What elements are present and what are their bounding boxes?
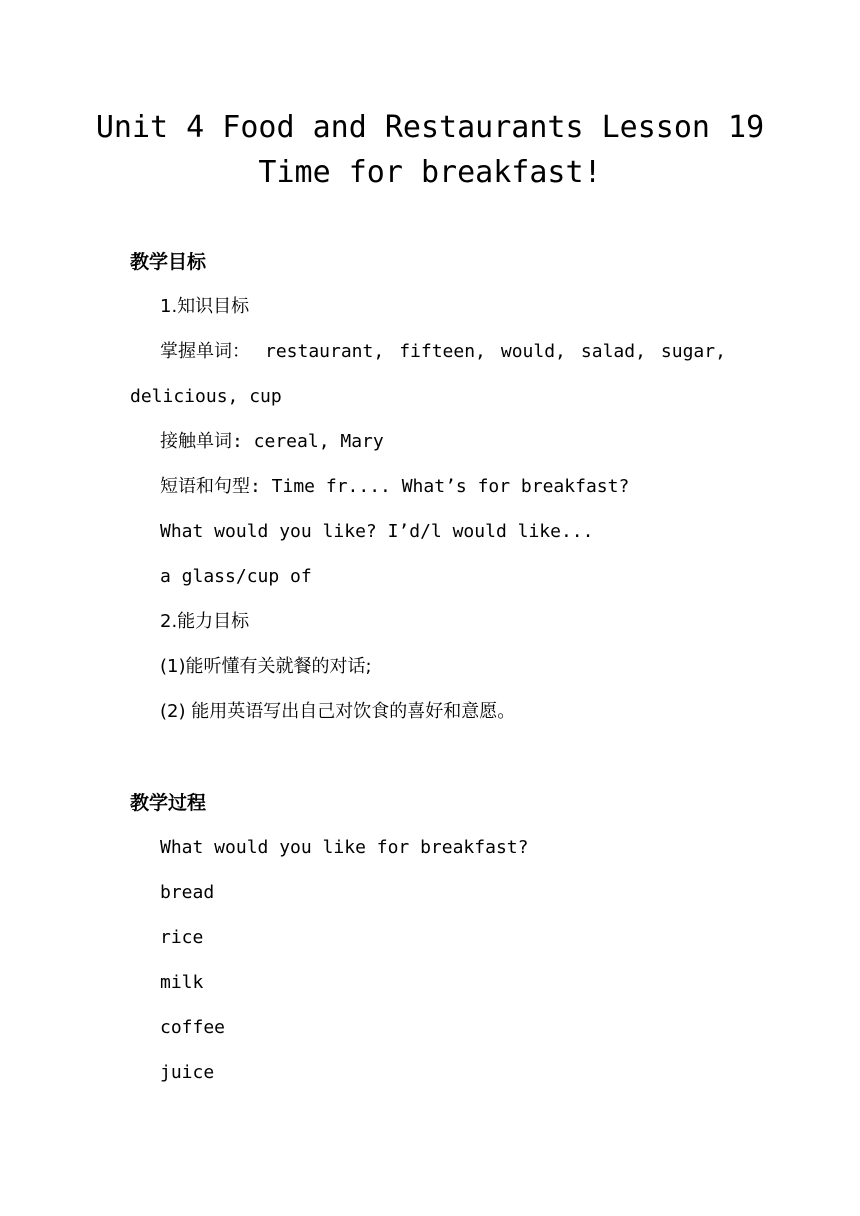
ability-item-1: (1)能听懂有关就餐的对话; (160, 656, 372, 677)
master-word: fifteen, (399, 341, 486, 362)
master-word: sugar, (660, 341, 726, 362)
food-item-bread: bread (160, 882, 215, 903)
master-words-label: 掌握单词： (160, 341, 250, 362)
objectives-heading: 教学目标 (130, 251, 207, 273)
document-title-line-1: Unit 4 Food and Restaurants Lesson 19 (95, 110, 765, 145)
ability-item-2: (2) 能用英语写出自己对饮食的喜好和意愿。 (160, 701, 516, 722)
contact-words-line: 接触单词: cereal, Mary (160, 431, 384, 452)
process-question: What would you like for breakfast? (160, 837, 529, 858)
knowledge-objective-heading: 1.知识目标 (160, 296, 250, 317)
phrases-line-2: What would you like? I’d/l would like... (160, 521, 594, 542)
master-word: would, (500, 341, 566, 362)
master-words-continuation: delicious, cup (130, 386, 282, 407)
phrases-line: 短语和句型: Time fr.... What’s for breakfast? (160, 476, 630, 497)
food-item-milk: milk (160, 972, 204, 993)
food-item-coffee: coffee (160, 1017, 226, 1038)
master-word: salad, (580, 341, 646, 362)
document-title-line-2: Time for breakfast! (258, 155, 602, 190)
ability-objective-heading: 2.能力目标 (160, 611, 250, 632)
master-word: restaurant, (264, 341, 385, 362)
food-item-juice: juice (160, 1062, 215, 1083)
master-words-line (160, 339, 726, 365)
food-item-rice: rice (160, 927, 204, 948)
phrases-line-3: a glass/cup of (160, 566, 312, 587)
process-heading: 教学过程 (130, 792, 207, 814)
